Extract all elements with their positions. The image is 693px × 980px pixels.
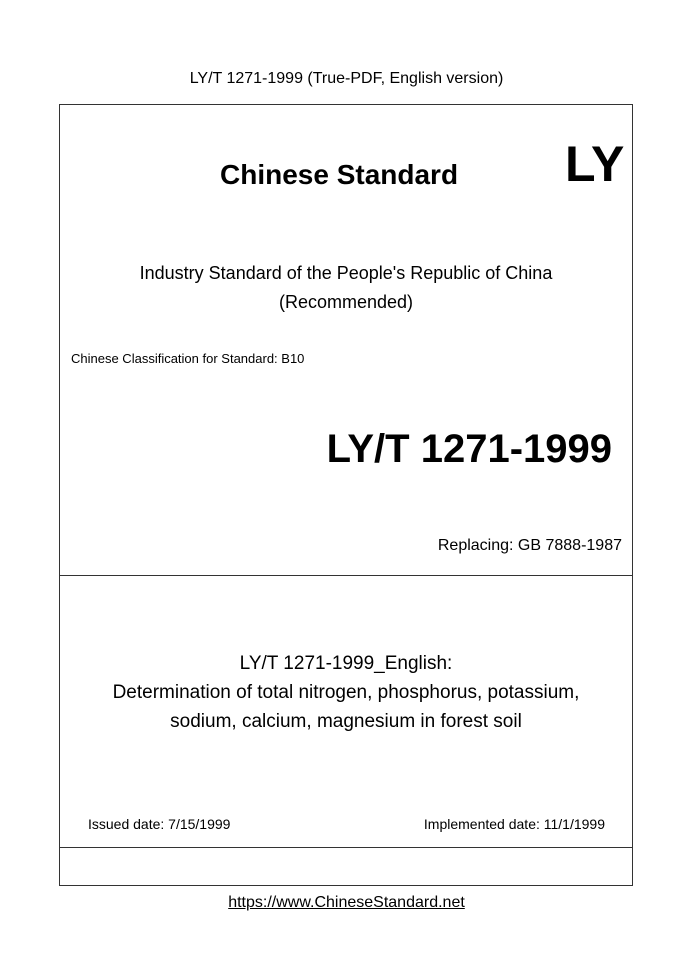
footer (0, 894, 693, 912)
implemented-date: Implemented date: 11/1/1999 (423, 816, 605, 832)
document-title-line-1: LY/T 1271-1999_English: (239, 653, 453, 674)
cover-heading: Chinese Standard (220, 159, 459, 190)
classification-label: Chinese Classification for Standard: B10 (71, 351, 305, 366)
standard-code-mark: LY (565, 136, 625, 192)
cover-title-section (60, 576, 632, 848)
industry-line-1: Industry Standard of the People's Republic of China (139, 263, 553, 283)
document-title-line-3: sodium, calcium, magnesium in forest soil (170, 711, 522, 732)
page-header-title: LY/T 1271-1999 (True-PDF, English version) (189, 70, 504, 87)
standard-number: LY/T 1271-1999 (326, 427, 612, 471)
issued-date: Issued date: 7/15/1999 (88, 816, 231, 832)
document-title-line-2: Determination of total nitrogen, phosphorus, potassium, (112, 682, 580, 703)
industry-line-2: (Recommended) (278, 292, 414, 312)
website-link[interactable]: https://www.ChineseStandard.net (228, 894, 465, 911)
replacing-note: Replacing: GB 7888-1987 (437, 537, 622, 554)
cover-frame (59, 104, 633, 886)
document-title (60, 649, 632, 736)
industry-statement (60, 259, 632, 317)
cover-top-section (60, 105, 632, 576)
